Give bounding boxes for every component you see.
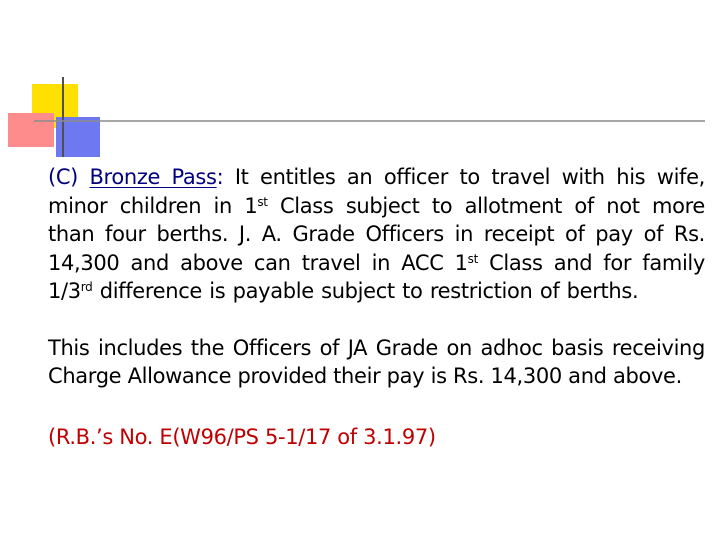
paragraph-text: Class and for family 1/3 <box>48 250 705 303</box>
corner-decoration <box>0 0 720 160</box>
superscript: st <box>467 251 478 266</box>
slide-content <box>48 163 705 451</box>
bronze-pass-paragraph <box>48 163 705 306</box>
reference-note: (R.B.’s No. E(W96/PS 5-1/17 of 3.1.97) <box>48 424 436 449</box>
paragraph-text: It entitles an officer to travel with his wife, minor children in 1 <box>48 165 705 218</box>
superscript: st <box>257 194 268 209</box>
paragraph-text: difference is payable subject to restriction of berths. <box>92 279 639 303</box>
superscript: rd <box>80 280 93 294</box>
ja-grade-paragraph: This includes the Officers of JA Grade on adhoc basis receiving Charge Allowance provided their pay is Rs. 14,300 and above. <box>48 335 705 388</box>
pink-square <box>8 113 54 147</box>
section-label: (C) <box>48 165 78 189</box>
bronze-pass-term: Bronze Pass <box>89 165 217 189</box>
paragraph-text: Class subject to allotment of not more than four berths. J. A. Grade Officers in receipt of pay of Rs. 14,300 and above can travel in ACC 1 <box>48 193 705 275</box>
term-colon: : <box>216 165 224 189</box>
